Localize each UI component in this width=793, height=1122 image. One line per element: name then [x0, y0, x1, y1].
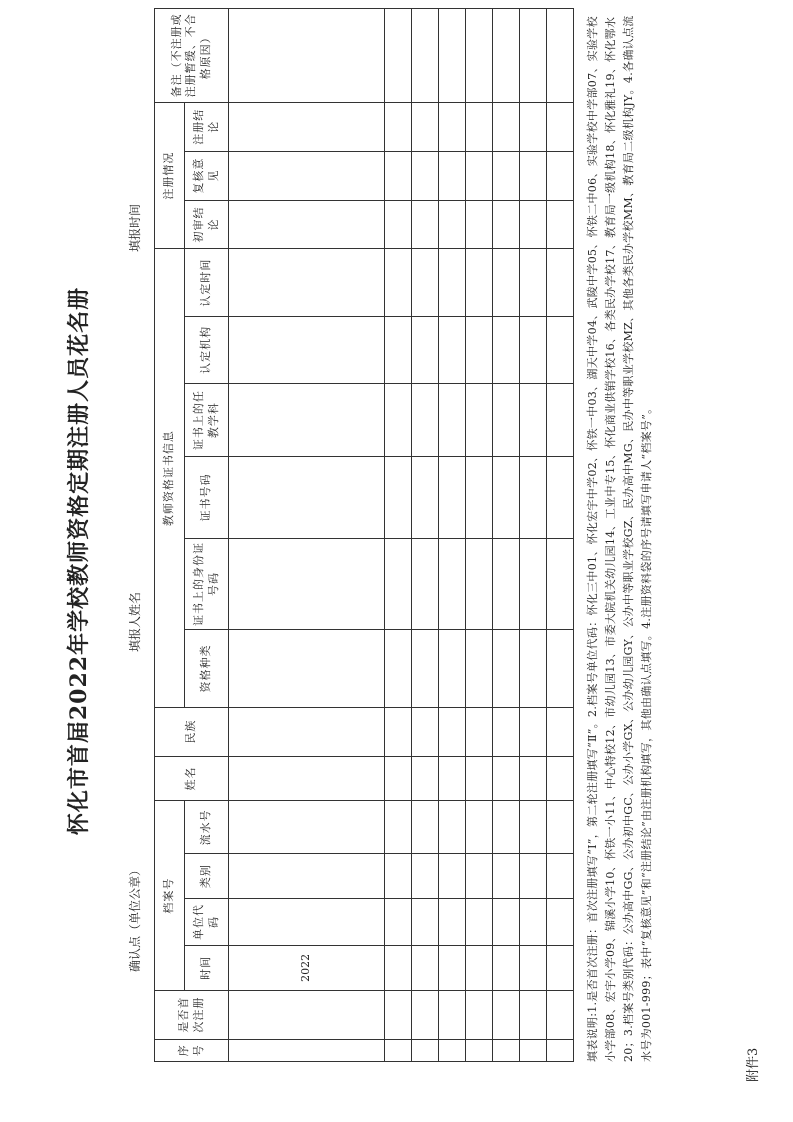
- col-review-opinion-header: 复核意见: [185, 151, 229, 200]
- col-reg-conclusion-header: 注册结论: [185, 102, 229, 151]
- col-auth-time-header: 认定时间: [185, 249, 229, 316]
- col-cert-no-header: 证书号码: [185, 457, 229, 538]
- col-ethnicity-header: 民族: [155, 707, 229, 756]
- col-cert-type-header: 资格种类: [185, 630, 229, 707]
- col-time-header: 时间: [185, 945, 229, 990]
- col-cert-subject-header: 证书上的任教学科: [185, 383, 229, 456]
- table-row: [465, 9, 492, 1062]
- page-title: 怀化市首届2022年学校教师资格定期注册人员花名册: [66, 286, 92, 836]
- roster-table: [154, 8, 574, 1062]
- archive-group-header: 档案号: [155, 801, 185, 990]
- fill-instructions: 填表说明:1.是否首次注册：首次注册填写“Ⅰ”，第二轮注册填写“Ⅱ”。2.档案号单位代码：怀化三中01、怀化宏宇中学02、怀铁一中03、湖天中学04、武陵中学05、怀铁二中06、实验学校中学部07、实验学校小学部08、宏宇小学09、锦溪小学10、怀铁一小11、中心特校12、市幼儿园13、市委大院机关幼儿园14、工业中专15、怀化商业供销学校16、各类民办学校17、教育局一级机构18、怀化雅礼19、怀化鄂水20；3.档案号类别代码：公办高中GG、公办初中GC、公办小学GX、公办幼儿园GY、公办中等职业学校GZ、民办高中MG、民办中等职业学校MZ、其他各类民办学校MM、教育局二级机构JY。4.各确认点流水号为001-999；表中“复核意见”和“注册结论”由注册机构填写，其他由确认点填写。4.注册资料袋的序号请填写申请人“档案号”。: [586, 15, 653, 1062]
- table-row: [229, 9, 385, 1062]
- table-row: [384, 9, 411, 1062]
- col-unit-code-header: 单位代码: [185, 899, 229, 946]
- filler-name-label: 填报人姓名: [128, 591, 142, 652]
- col-name-header: 姓名: [155, 756, 229, 801]
- col-authority-header: 认定机构: [185, 316, 229, 383]
- year-cell: 2022: [229, 945, 385, 990]
- table-row: [492, 9, 519, 1062]
- table-row: [411, 9, 438, 1062]
- col-cert-id-header: 证书上的身份证号码: [185, 538, 229, 630]
- col-type-header: 类别: [185, 854, 229, 899]
- confirm-point-label: 确认点（单位公章）: [128, 863, 142, 972]
- attachment-label: 附件3: [746, 1047, 761, 1082]
- table-row: [546, 9, 573, 1062]
- registration-group-header: 注册情况: [155, 102, 185, 249]
- cert-group-header: 教师资格证书信息: [155, 249, 185, 707]
- col-remark-header: 备注（不注册或注册暂缓、不合格原因）: [155, 9, 229, 103]
- table-row: [519, 9, 546, 1062]
- col-first-register-header: 是否首次注册: [155, 990, 229, 1039]
- table-row: [438, 9, 465, 1062]
- fill-time-label: 填报时间: [128, 203, 142, 252]
- col-first-review-header: 初审结论: [185, 200, 229, 249]
- col-serial-header: 流水号: [185, 801, 229, 854]
- col-index-header: 序号: [155, 1039, 229, 1061]
- roster-body: [229, 9, 574, 1062]
